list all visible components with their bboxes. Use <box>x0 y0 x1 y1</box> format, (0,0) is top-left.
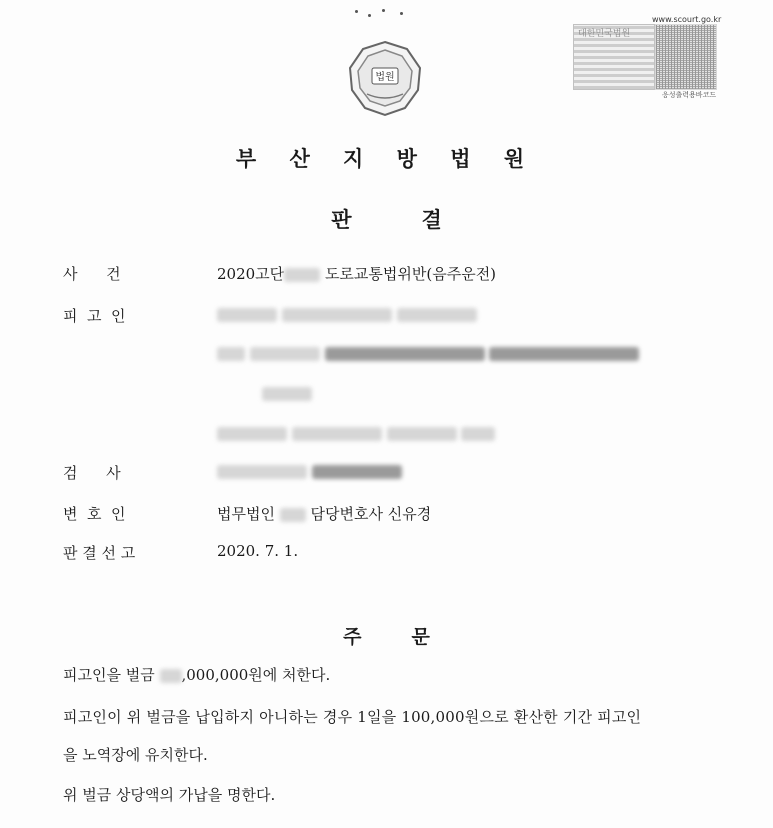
counsel-firm-prefix: 법무법인 <box>217 505 275 523</box>
redacted-prosecutor <box>217 462 402 480</box>
order-line-4: 위 벌금 상당액의 가납을 명한다. <box>63 786 276 804</box>
court-seal-icon <box>345 38 425 118</box>
site-url: www.scourt.go.kr <box>652 15 722 24</box>
order-line-1-prefix: 피고인을 벌금 <box>63 666 155 684</box>
defendant-label: 피 고 인 <box>63 307 126 325</box>
counsel-attorney: 담당변호사 신유경 <box>310 505 432 523</box>
redacted-defendant-id <box>217 424 495 442</box>
redacted-fine-digit <box>160 669 182 683</box>
order-title-left: 주 <box>343 626 362 648</box>
case-number-prefix: 2020고단 <box>217 265 285 283</box>
seal-text: 법원 <box>375 72 395 83</box>
case-label: 사 건 <box>63 265 121 283</box>
judgment-date-value: 2020. 7. 1. <box>217 542 299 560</box>
order-title-right: 문 <box>411 626 430 648</box>
order-line-1-suffix: ,000,000원에 처한다. <box>181 666 331 684</box>
case-value <box>217 263 496 284</box>
title-char-left: 판 <box>331 208 352 232</box>
court-name: 부 산 지 방 법 원 <box>235 147 538 171</box>
judgment-date-label: 판 결 선 고 <box>63 544 136 562</box>
redacted-address-cont <box>262 384 312 402</box>
redacted-defendant-address <box>217 344 639 362</box>
title-char-right: 결 <box>421 208 442 232</box>
document-title <box>0 204 773 234</box>
order-line-1 <box>63 664 330 685</box>
order-line-2: 피고인이 위 벌금을 납입하지 아니하는 경우 1일을 100,000원으로 환산한 기간 피고인 <box>63 708 642 726</box>
order-title <box>0 622 773 649</box>
order-line-3: 을 노역장에 유치한다. <box>63 746 208 764</box>
top-scan-marks <box>350 6 410 20</box>
redacted-defendant-name <box>217 305 477 323</box>
counsel-label: 변 호 인 <box>63 505 126 523</box>
barcode-label: 응성출력용바코드 <box>662 91 717 99</box>
redacted-case-number <box>284 268 320 282</box>
prosecutor-label: 검 사 <box>63 464 121 482</box>
2d-barcode-icon <box>655 24 717 90</box>
redacted-firm-name <box>280 508 306 522</box>
watermark-text: 대한민국법원 <box>578 29 631 39</box>
case-title: 도로교통법위반(음주운전) <box>324 265 497 283</box>
counsel-value <box>217 503 431 524</box>
